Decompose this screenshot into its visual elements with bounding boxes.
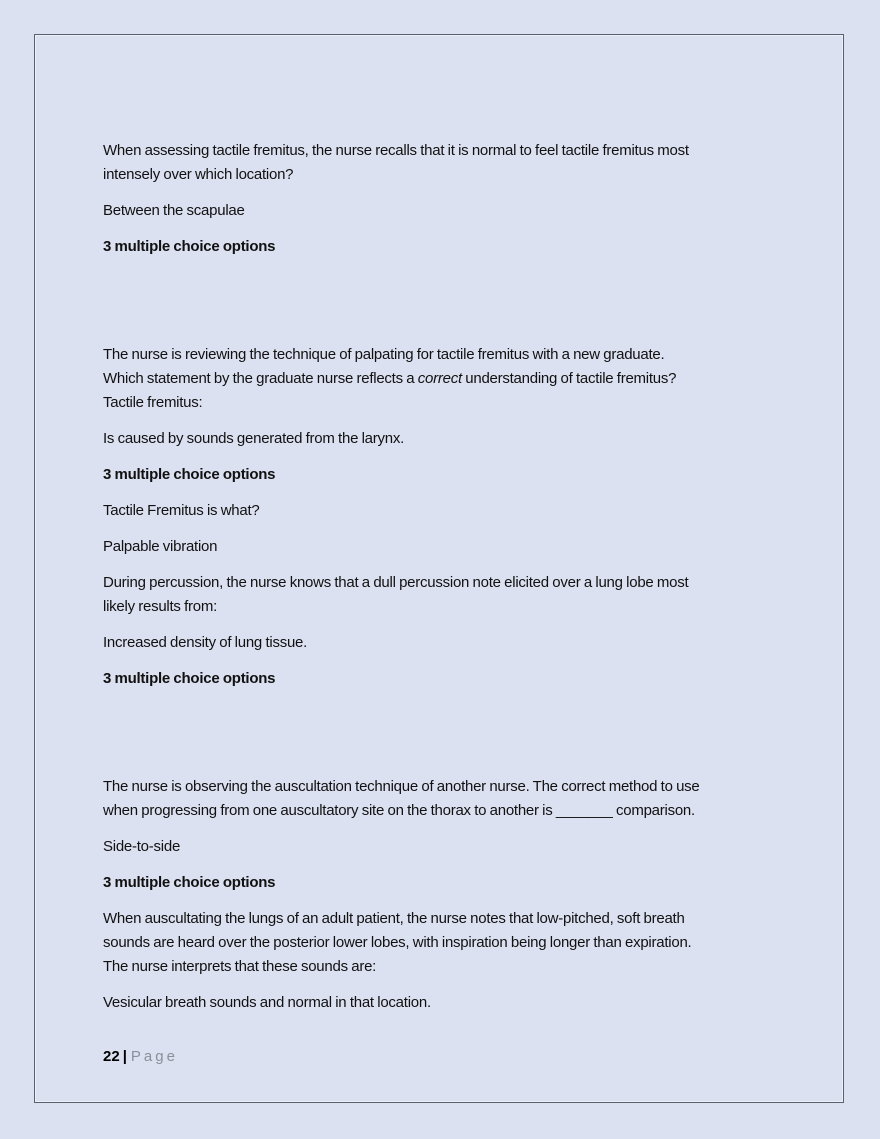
- question-text: intensely over which location?: [103, 166, 294, 183]
- question-text: likely results from:: [103, 598, 218, 615]
- question-text: when progressing from one auscultatory site on the thorax to another is _______ comparison.: [103, 802, 695, 819]
- answer-text: Palpable vibration: [103, 538, 218, 555]
- question-text-part: understanding of tactile fremitus?: [461, 370, 677, 387]
- question-text: The nurse interprets that these sounds are:: [103, 958, 377, 975]
- question-text: Tactile Fremitus is what?: [103, 502, 260, 519]
- answer-text: Between the scapulae: [103, 202, 245, 219]
- page-number: 22: [103, 1048, 120, 1065]
- question-text: sounds are heard over the posterior lower lobes, with inspiration being longer than expiration.: [103, 934, 692, 951]
- question-text: Tactile fremitus:: [103, 394, 203, 411]
- page-footer: [103, 1045, 178, 1069]
- question-text-part: Which statement by the graduate nurse reflects a: [103, 370, 418, 387]
- question-text: When assessing tactile fremitus, the nurse recalls that it is normal to feel tactile fremitus most: [103, 142, 689, 159]
- page-label: Page: [130, 1048, 178, 1065]
- question-text: The nurse is reviewing the technique of palpating for tactile fremitus with a new graduate.: [103, 346, 665, 363]
- answer-text: Side-to-side: [103, 838, 181, 855]
- answer-text: Increased density of lung tissue.: [103, 634, 308, 651]
- question-text: When auscultating the lungs of an adult patient, the nurse notes that low-pitched, soft breath: [103, 910, 685, 927]
- footer-separator: |: [122, 1048, 127, 1065]
- options-note: 3 multiple choice options: [103, 466, 276, 483]
- emphasis-text: correct: [417, 370, 462, 387]
- options-note: 3 multiple choice options: [103, 670, 276, 687]
- question-text: The nurse is observing the auscultation technique of another nurse. The correct method to use: [103, 778, 700, 795]
- answer-text: Is caused by sounds generated from the larynx.: [103, 430, 405, 447]
- question-text: [103, 367, 676, 391]
- answer-text: Vesicular breath sounds and normal in that location.: [103, 994, 431, 1011]
- options-note: 3 multiple choice options: [103, 238, 276, 255]
- options-note: 3 multiple choice options: [103, 874, 276, 891]
- question-text: During percussion, the nurse knows that a dull percussion note elicited over a lung lobe most: [103, 574, 689, 591]
